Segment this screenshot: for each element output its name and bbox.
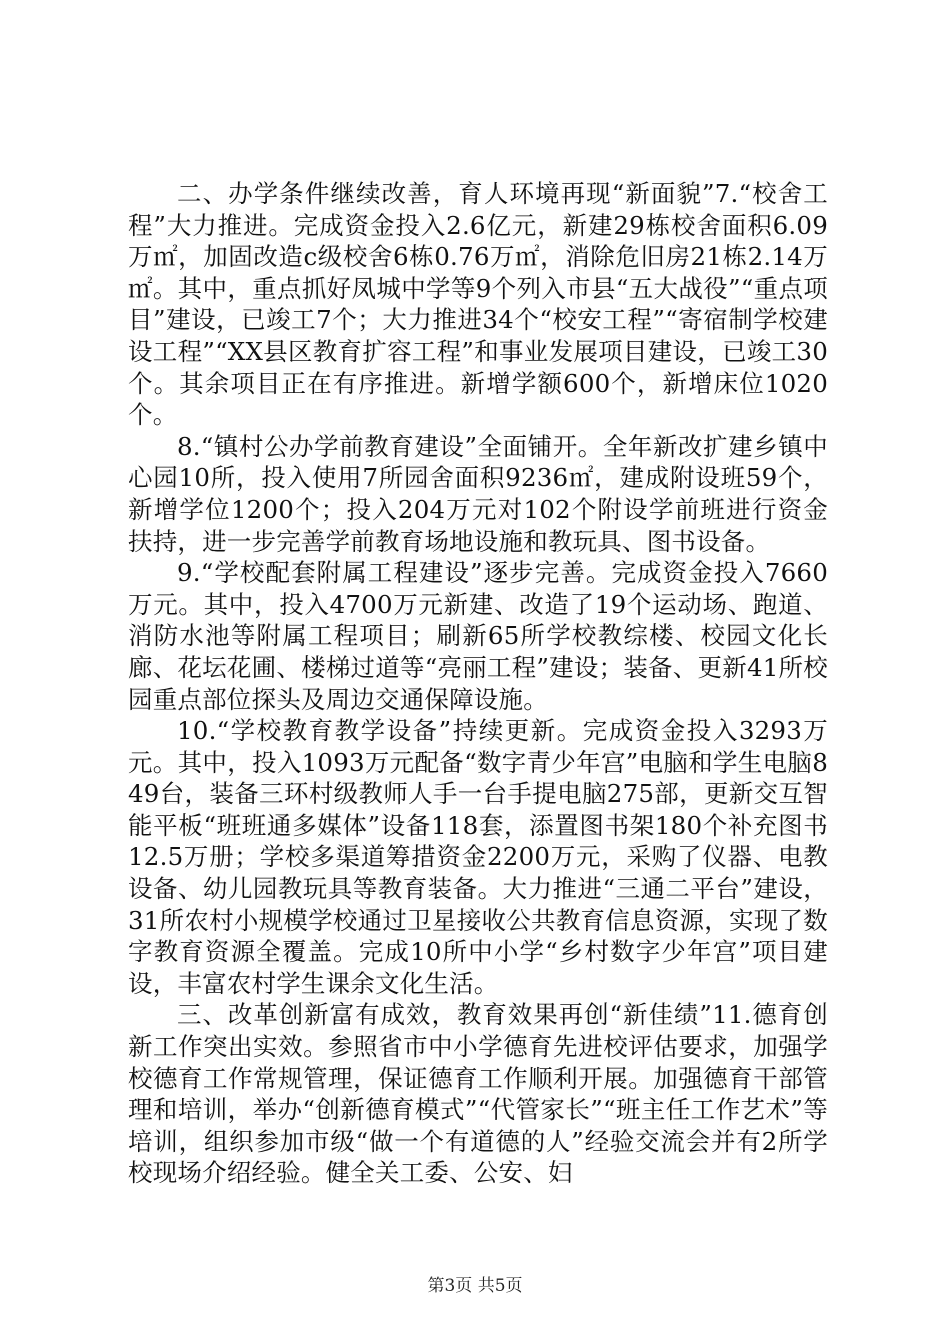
page-footer: 第3页 共5页 xyxy=(427,1276,523,1296)
paragraph-preschool-construction: 8.“镇村公办学前教育建设”全面铺开。全年新改扩建乡镇中心园10所，投入使用7所园舍面积9236㎡，建成附设班59个，新增学位1200个；投入204万元对102个附设学前班进行资金扶持，进一步完善学前教育场地设施和教玩具、图书设备。 xyxy=(128,431,828,556)
paragraph-ancillary-projects: 9.“学校配套附属工程建设”逐步完善。完成资金投入7660万元。其中，投入4700万元新建、改造了19个运动场、跑道、消防水池等附属工程项目；刷新65所学校教综楼、校园文化长廊、花坛花圃、楼梯过道等“亮丽工程”建设；装备、更新41所校园重点部位探头及周边交通保障设施。 xyxy=(128,558,828,714)
paragraph-teaching-equipment: 10.“学校教育教学设备”持续更新。完成资金投入3293万元。其中，投入1093万元配备“数字青少年宫”电脑和学生电脑849台，装备三环村级教师人手一台手提电脑275部，更新交互智能平板“班班通多媒体”设备118套，添置图书架180个补充图书12.5万册；学校多渠道筹措资金2200万元，采购了仪器、电教设备、幼儿园教玩具等教育装备。大力推进“三通二平台”建设，31所农村小规模学校通过卫星接收公共教育信息资源，实现了数字教育资源全覆盖。完成10所中小学“乡村数字少年宫”项目建设，丰富农村学生课余文化生活。 xyxy=(128,716,828,998)
document-body xyxy=(128,178,828,1189)
paragraph-reform-innovation: 三、改革创新富有成效，教育效果再创“新佳绩”11.德育创新工作突出实效。参照省市中小学德育先进校评估要求，加强学校德育工作常规管理，保证德育工作顺利开展。加强德育干部管理和培训，举办“创新德育模式”“代管家长”“班主任工作艺术”等培训，组织参加市级“做一个有道德的人”经验交流会并有2所学校现场介绍经验。健全关工委、公安、妇 xyxy=(128,1000,828,1188)
paragraph-school-conditions: 二、办学条件继续改善，育人环境再现“新面貌”7.“校舍工程”大力推进。完成资金投入2.6亿元，新建29栋校舍面积6.09万㎡，加固改造c级校舍6栋0.76万㎡，消除危旧房21栋2.14万㎡。其中，重点抓好凤城中学等9个列入市县“五大战役”“重点项目”建设，已竣工7个；大力推进34个“校安工程”“寄宿制学校建设工程”“XX县区教育扩容工程”和事业发展项目建设，已竣工30个。其余项目正在有序推进。新增学额600个，新增床位1020个。 xyxy=(128,179,828,430)
